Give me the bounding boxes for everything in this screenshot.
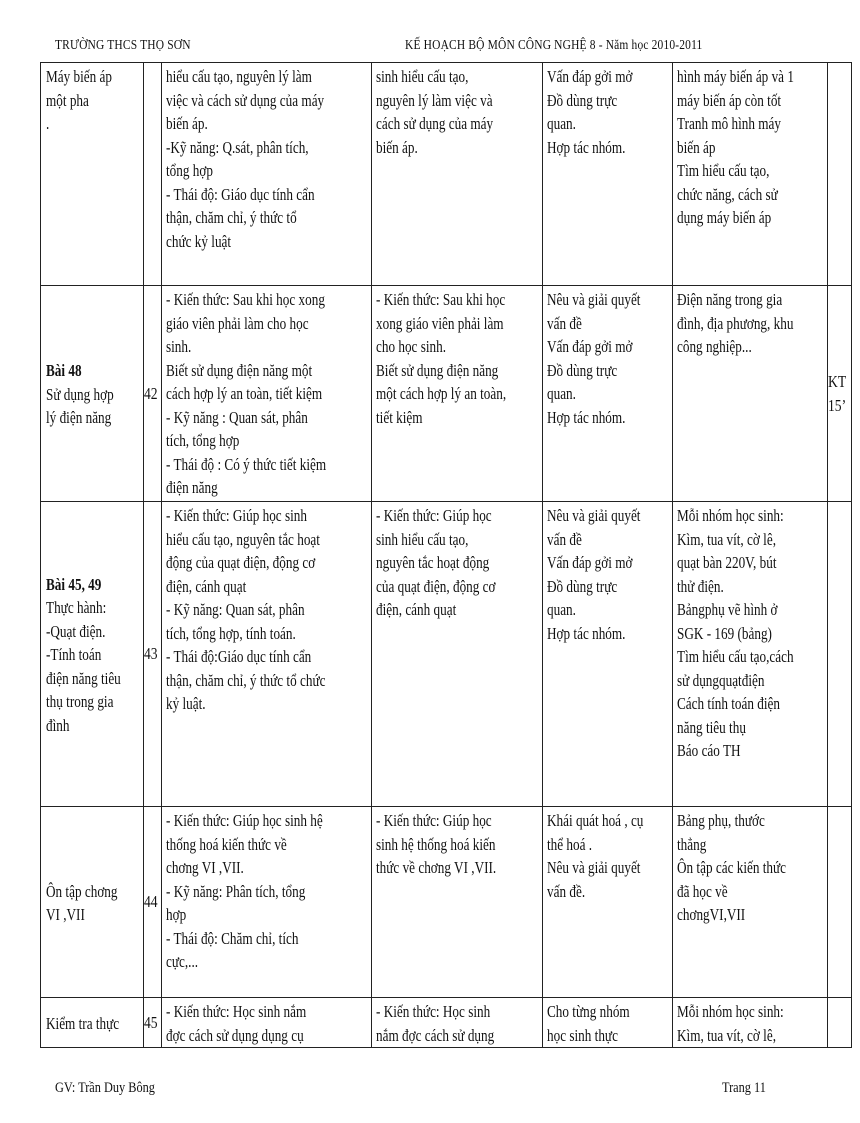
content-line: - Kiến thức: Học sinh bbox=[375, 1002, 490, 1021]
school-name: TRƯỜNG THCS THỌ SƠN bbox=[55, 38, 191, 53]
methods-line: Vấn đáp gởi mở bbox=[547, 67, 633, 86]
cell-methods bbox=[543, 502, 673, 807]
table-row bbox=[41, 63, 852, 286]
cell-lesson bbox=[41, 807, 144, 998]
objectives-line: - Kỹ năng: Phân tích, tổng bbox=[166, 881, 306, 901]
cell-materials bbox=[672, 807, 827, 998]
cell-lesson bbox=[41, 63, 144, 286]
materials-line: chức năng, cách sử bbox=[676, 184, 778, 204]
cell-period bbox=[144, 998, 162, 1048]
materials-line: đình, địa phương, khu bbox=[676, 313, 794, 333]
materials-line: máy biến áp còn tốt bbox=[676, 90, 782, 110]
objectives-line: - Thái độ: Giáo dục tính cẩn bbox=[166, 184, 316, 204]
materials-line: công nghiệp... bbox=[676, 337, 752, 356]
cell-lesson bbox=[41, 998, 144, 1048]
cell-notes bbox=[828, 998, 852, 1048]
methods-line: quan. bbox=[547, 600, 577, 619]
cell-lesson bbox=[41, 502, 144, 807]
objectives-line: tổng hợp bbox=[166, 161, 214, 180]
methods-line: Đồ dùng trực bbox=[547, 90, 618, 110]
content-line: - Kiến thức: Giúp học bbox=[375, 506, 492, 525]
materials-line: Kìm, tua vít, cờ lê, bbox=[676, 1025, 776, 1045]
objectives-line: biến áp. bbox=[166, 114, 209, 133]
content-line: nguyên tắc hoạt động bbox=[375, 553, 489, 572]
methods-line: Khái quát hoá , cụ bbox=[547, 811, 644, 830]
lesson-line: -Tính toán bbox=[46, 645, 102, 665]
lesson-line: . bbox=[46, 114, 50, 133]
content-line: sinh hiểu cấu tạo, bbox=[375, 67, 469, 86]
table-row bbox=[41, 807, 852, 998]
methods-line: thể hoá . bbox=[547, 834, 593, 854]
materials-line: Tranh mô hình máy bbox=[676, 114, 781, 133]
objectives-line: sinh. bbox=[166, 337, 192, 356]
materials-line: SGK - 169 (bảng) bbox=[676, 623, 772, 643]
materials-line: Mỗi nhóm học sinh: bbox=[676, 506, 784, 525]
content-line: thức về chơng VI ,VII. bbox=[375, 858, 496, 877]
materials-line: Điện năng trong gia bbox=[676, 290, 783, 309]
materials-line: Bảng phụ, thước bbox=[676, 811, 765, 830]
lesson-line: Sử dụng hợp bbox=[46, 384, 114, 404]
materials-line: đã học về bbox=[676, 881, 728, 901]
methods-line: vấn đề bbox=[547, 313, 583, 333]
cell-materials bbox=[672, 63, 827, 286]
objectives-line: giáo viên phải làm cho học bbox=[166, 313, 310, 333]
cell-period bbox=[144, 807, 162, 998]
materials-line: chơngVI,VII bbox=[676, 905, 746, 924]
materials-line: hình máy biến áp và 1 bbox=[676, 67, 794, 86]
content-line: điện, cánh quạt bbox=[375, 600, 456, 619]
lesson-number: Bài 48 bbox=[46, 361, 82, 381]
cell-notes bbox=[828, 286, 852, 502]
lesson-line: đình bbox=[46, 715, 70, 735]
materials-line: dụng máy biến áp bbox=[676, 208, 772, 227]
objectives-line: cách hợp lý an toàn, tiết kiệm bbox=[166, 384, 323, 403]
lesson-plan-table bbox=[40, 62, 852, 1048]
content-line: cho học sinh. bbox=[375, 337, 446, 356]
lesson-line: Thực hành: bbox=[46, 598, 107, 618]
content-line: nắm đợc cách sử dụng bbox=[375, 1025, 494, 1045]
content-line: tiết kiệm bbox=[375, 407, 423, 427]
content-line: Biết sử dụng điện năng bbox=[375, 360, 498, 380]
materials-line: thẳng bbox=[676, 834, 707, 854]
methods-line: Hợp tác nhóm. bbox=[547, 623, 626, 643]
cell-materials bbox=[672, 998, 827, 1048]
materials-line: Tìm hiểu cấu tạo, bbox=[676, 161, 770, 180]
notes-value: KT 15’ bbox=[828, 372, 847, 415]
content-line: sinh hiểu cấu tạo, bbox=[375, 529, 469, 549]
methods-line: vấn đề. bbox=[547, 881, 586, 901]
methods-line: quan. bbox=[547, 114, 577, 133]
materials-line: quạt bàn 220V, bút bbox=[676, 553, 777, 572]
teacher-name: GV: Trần Duy Bông bbox=[55, 1080, 155, 1096]
materials-line: Mỗi nhóm học sinh: bbox=[676, 1002, 784, 1021]
objectives-line: - Thái độ : Có ý thức tiết kiệm bbox=[166, 454, 327, 474]
objectives-line: kỷ luật. bbox=[166, 694, 207, 713]
objectives-line: việc và cách sử dụng của máy bbox=[166, 90, 325, 110]
lesson-line: Máy biến áp bbox=[46, 67, 112, 86]
materials-line: Ôn tập các kiến thức bbox=[676, 858, 786, 877]
objectives-line: đợc cách sử dụng dụng cụ bbox=[166, 1025, 305, 1045]
lesson-line: thụ trong gia bbox=[46, 692, 114, 712]
content-line: sinh hệ thống hoá kiến bbox=[375, 834, 496, 854]
objectives-line: - Thái độ:Giáo dục tính cẩn bbox=[166, 647, 312, 666]
objectives-line: - Kiến thức: Giúp học sinh hệ bbox=[166, 811, 324, 830]
lesson-line: điện năng tiêu bbox=[46, 668, 121, 688]
cell-materials bbox=[672, 286, 827, 502]
cell-methods bbox=[543, 63, 673, 286]
cell-content bbox=[371, 807, 543, 998]
period-value: 44 bbox=[144, 892, 159, 912]
methods-line: Hợp tác nhóm. bbox=[547, 137, 626, 157]
objectives-line: Biết sử dụng điện năng một bbox=[166, 360, 313, 380]
objectives-line: - Kỹ năng: Quan sát, phân bbox=[166, 600, 306, 619]
cell-methods bbox=[543, 286, 673, 502]
table-row bbox=[41, 286, 852, 502]
materials-line: Kìm, tua vít, cờ lê, bbox=[676, 529, 776, 549]
objectives-line: chơng VI ,VII. bbox=[166, 858, 245, 877]
content-line: nguyên lý làm việc và bbox=[375, 90, 493, 110]
cell-notes bbox=[828, 63, 852, 286]
objectives-line: -Kỹ năng: Q.sát, phân tích, bbox=[166, 137, 310, 157]
cell-period bbox=[144, 502, 162, 807]
objectives-line: thận, chăm chỉ, ý thức tổ bbox=[166, 208, 298, 227]
lesson-line: -Quạt điện. bbox=[46, 621, 106, 641]
methods-line: Đồ dùng trực bbox=[547, 360, 618, 380]
methods-line: vấn đề bbox=[547, 529, 583, 549]
methods-line: Nêu và giải quyết bbox=[547, 506, 641, 525]
objectives-line: hiểu cấu tạo, nguyên tắc hoạt bbox=[166, 529, 321, 549]
lesson-line: một pha bbox=[46, 90, 89, 110]
content-line: - Kiến thức: Giúp học bbox=[375, 811, 492, 830]
content-line: - Kiến thức: Sau khi học bbox=[375, 290, 505, 309]
cell-objectives bbox=[162, 63, 371, 286]
methods-line: Nêu và giải quyết bbox=[547, 290, 641, 309]
content-line: xong giáo viên phải làm bbox=[375, 313, 504, 333]
materials-line: Báo cáo TH bbox=[676, 741, 741, 760]
page-number: Trang 11 bbox=[722, 1080, 766, 1096]
materials-line: Bảngphụ vẽ hình ở bbox=[676, 600, 778, 619]
cell-objectives bbox=[162, 807, 371, 998]
objectives-line: - Thái độ: Chăm chỉ, tích bbox=[166, 928, 299, 948]
materials-line: Cách tính toán điện bbox=[676, 694, 780, 713]
materials-line: thử điện. bbox=[676, 576, 724, 596]
content-line: của quạt điện, động cơ bbox=[375, 576, 496, 596]
methods-line: Hợp tác nhóm. bbox=[547, 407, 626, 427]
lesson-line: VI ,VII bbox=[46, 905, 85, 924]
objectives-line: cực,... bbox=[166, 952, 199, 971]
cell-content bbox=[371, 998, 543, 1048]
cell-notes bbox=[828, 502, 852, 807]
materials-line: năng tiêu thụ bbox=[676, 717, 746, 737]
methods-line: học sinh thực bbox=[547, 1025, 619, 1045]
objectives-line: chức kỷ luật bbox=[166, 231, 232, 251]
cell-notes bbox=[828, 807, 852, 998]
cell-content bbox=[371, 63, 543, 286]
materials-line: Tìm hiểu cấu tạo,cách bbox=[676, 647, 794, 666]
objectives-line: hợp bbox=[166, 905, 187, 924]
materials-line: sử dụngquạtđiện bbox=[676, 670, 765, 690]
methods-line: Vấn đáp gởi mở bbox=[547, 337, 633, 356]
cell-objectives bbox=[162, 502, 371, 807]
lesson-number: Bài 45, 49 bbox=[46, 574, 102, 594]
content-line: cách sử dụng của máy bbox=[375, 114, 493, 133]
objectives-line: hiểu cấu tạo, nguyên lý làm bbox=[166, 67, 313, 86]
cell-methods bbox=[543, 807, 673, 998]
methods-line: Vấn đáp gởi mở bbox=[547, 553, 633, 572]
plan-title: KẾ HOẠCH BỘ MÔN CÔNG NGHỆ 8 - Năm học 2010-2011 bbox=[405, 38, 703, 53]
objectives-line: - Kiến thức: Học sinh nắm bbox=[166, 1002, 307, 1021]
objectives-line: tích, tổng hợp, tính toán. bbox=[166, 623, 297, 643]
objectives-line: tích, tổng hợp bbox=[166, 431, 240, 450]
table-row bbox=[41, 998, 852, 1048]
cell-objectives bbox=[162, 998, 371, 1048]
methods-line: Nêu và giải quyết bbox=[547, 858, 641, 877]
table-row bbox=[41, 502, 852, 807]
objectives-line: thống hoá kiến thức về bbox=[166, 834, 288, 854]
period-value: 45 bbox=[144, 1012, 159, 1032]
cell-lesson bbox=[41, 286, 144, 502]
methods-line: Cho từng nhóm bbox=[547, 1002, 631, 1021]
content-line: một cách hợp lý an toàn, bbox=[375, 384, 506, 403]
cell-content bbox=[371, 286, 543, 502]
cell-period bbox=[144, 286, 162, 502]
period-value: 42 bbox=[144, 383, 159, 403]
period-value: 43 bbox=[144, 644, 159, 664]
lesson-line: lý điện năng bbox=[46, 408, 112, 428]
cell-objectives bbox=[162, 286, 371, 502]
objectives-line: thận, chăm chỉ, ý thức tổ chức bbox=[166, 670, 326, 690]
cell-methods bbox=[543, 998, 673, 1048]
objectives-line: - Kiến thức: Giúp học sinh bbox=[166, 506, 308, 525]
materials-line: biến áp bbox=[676, 137, 716, 157]
methods-line: quan. bbox=[547, 384, 577, 403]
objectives-line: - Kỹ năng : Quan sát, phân bbox=[166, 407, 309, 427]
lesson-line: Ôn tập chơng bbox=[46, 881, 118, 901]
objectives-line: - Kiến thức: Sau khi học xong bbox=[166, 290, 326, 309]
cell-content bbox=[371, 502, 543, 807]
lesson-line: Kiểm tra thực bbox=[46, 1013, 120, 1033]
objectives-line: điện năng bbox=[166, 478, 219, 497]
content-line: biến áp. bbox=[375, 137, 418, 157]
methods-line: Đồ dùng trực bbox=[547, 576, 618, 596]
objectives-line: điện, cánh quạt bbox=[166, 576, 247, 596]
objectives-line: động của quạt điện, động cơ bbox=[166, 553, 316, 572]
cell-materials bbox=[672, 502, 827, 807]
